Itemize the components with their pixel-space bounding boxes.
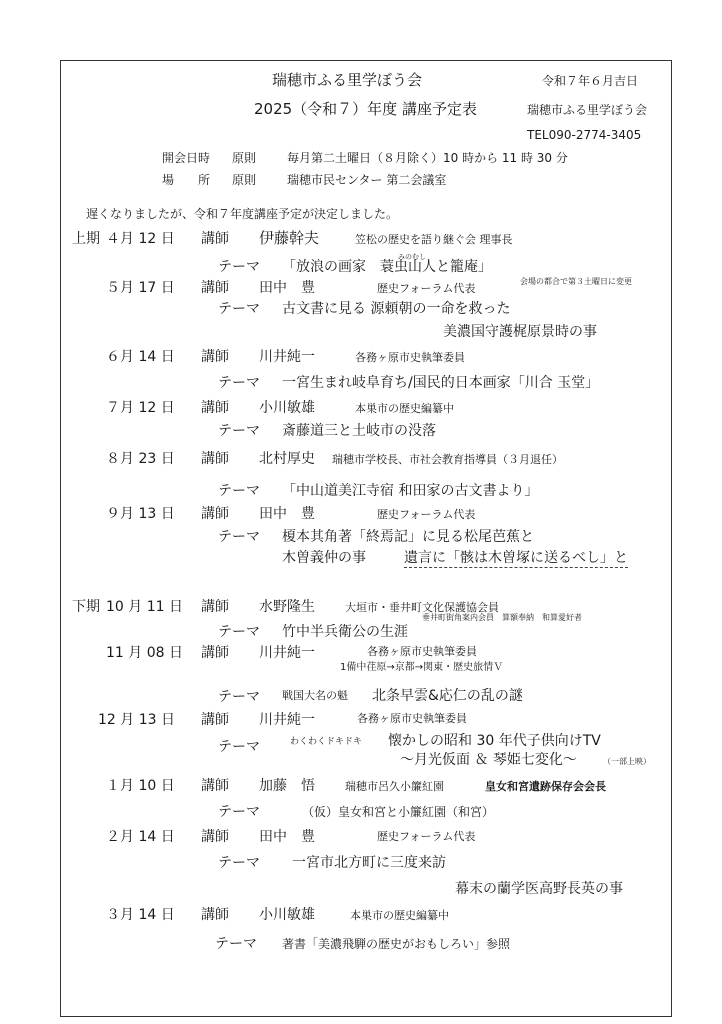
lecturer-label: 講師 bbox=[201, 829, 229, 845]
lecturer-label: 講師 bbox=[201, 451, 229, 467]
theme-label: テーマ bbox=[218, 423, 260, 439]
ruby-text: みのむし bbox=[398, 253, 426, 261]
lecturer-label: 講師 bbox=[201, 907, 229, 923]
lecture-theme: 懐かしの昭和 30 年代子供向けTV bbox=[388, 733, 601, 749]
lecture-theme-quote: 遺言に「骸は木曽塚に送るべし」と bbox=[404, 550, 628, 566]
lecturer-name: 田中 豊 bbox=[259, 829, 315, 845]
lecturer-name: 川井純一 bbox=[259, 712, 315, 728]
lecturer-name: 小川敏雄 bbox=[259, 400, 315, 416]
lecturer-affiliation: 笠松の歴史を語り継ぐ会 理事長 bbox=[355, 233, 513, 246]
lecturer-label: 講師 bbox=[201, 778, 229, 794]
lecture-theme: 榎本其角著「終焉記」に見る松尾芭蕉と bbox=[282, 529, 534, 545]
theme-label: テーマ bbox=[218, 804, 260, 820]
venue-note: 会場の都合で第３土曜日に変更 bbox=[520, 277, 632, 286]
lecture-date: ４月 12 日 bbox=[106, 231, 175, 247]
theme-label: テーマ bbox=[218, 855, 260, 871]
schedule-label: 開会日時 bbox=[162, 151, 211, 165]
lecture-date: 10 月 11 日 bbox=[106, 599, 183, 615]
theme-label: テーマ bbox=[218, 483, 260, 499]
theme-label: テーマ bbox=[218, 259, 260, 275]
lecture-date: ７月 12 日 bbox=[106, 400, 175, 416]
lecturer-affiliation: 瑞穂市呂久小簾紅園 bbox=[345, 780, 444, 793]
lecturer-name: 川井純一 bbox=[259, 349, 315, 365]
lecture-date: 12 月 13 日 bbox=[98, 712, 175, 728]
lecturer-affiliation: 歴史フォーラム代表 bbox=[377, 508, 476, 521]
lecture-date: ３月 14 日 bbox=[106, 907, 175, 923]
lecturer-affiliation: 本巣市の歴史編纂中 bbox=[355, 402, 454, 415]
lecture-date: ６月 14 日 bbox=[106, 349, 175, 365]
lecture-theme: 「中山道美江寺宿 和田家の古文書より」 bbox=[282, 483, 539, 499]
theme-label: テーマ bbox=[218, 689, 260, 705]
lecturer-affiliation: 各務ヶ原市史執筆委員 bbox=[357, 712, 467, 725]
lecturer-label: 講師 bbox=[201, 712, 229, 728]
theme-label: テーマ bbox=[215, 936, 257, 952]
lecturer-affiliation-2: 1備中荏原→京都→関東・歴史旅情Ｖ bbox=[340, 662, 504, 673]
lecturer-name: 伊藤幹夫 bbox=[259, 229, 320, 247]
lecturer-label: 講師 bbox=[201, 349, 229, 365]
lecture-theme: 北条早雲&応仁の乱の謎 bbox=[372, 688, 523, 704]
lecturer-name: 田中 豊 bbox=[259, 506, 315, 522]
lecturer-affiliation: 歴史フォーラム代表 bbox=[377, 282, 476, 295]
org-name: 瑞穂市ふる里学ぼう会 bbox=[527, 103, 648, 117]
lecture-date: ５月 17 日 bbox=[106, 280, 175, 296]
theme-label: テーマ bbox=[218, 739, 260, 755]
issue-date: 令和７年６月吉日 bbox=[542, 74, 639, 88]
lecture-theme: 竹中半兵衛公の生涯 bbox=[282, 624, 408, 640]
lecture-date: １月 10 日 bbox=[106, 778, 175, 794]
lecturer-affiliation: 歴史フォーラム代表 bbox=[377, 830, 476, 843]
lecturer-name: 田中 豊 bbox=[259, 280, 315, 296]
lecturer-affiliation: 瑞穂市学校長、市社会教育指導員（３月退任） bbox=[332, 453, 563, 466]
term-label: 上期 bbox=[72, 231, 100, 247]
lecture-date: ２月 14 日 bbox=[106, 829, 175, 845]
theme-label: テーマ bbox=[218, 529, 260, 545]
lecturer-name: 北村厚史 bbox=[259, 451, 315, 467]
lecturer-label: 講師 bbox=[201, 280, 229, 296]
notice-text: 遅くなりましたが、令和７年度講座予定が決定しました。 bbox=[86, 207, 399, 221]
org-title: 瑞穂市ふる里学ぼう会 bbox=[272, 71, 423, 89]
place-label: 場 所 bbox=[162, 173, 211, 187]
lecture-theme-line2: 木曽義仲の事 bbox=[282, 550, 366, 566]
lecture-theme: （仮）皇女和宮と小簾紅園（和宮） bbox=[302, 805, 495, 819]
theme-note: （一部上映） bbox=[603, 757, 651, 766]
schedule-rule: 原則 bbox=[232, 151, 257, 165]
lecturer-label: 講師 bbox=[201, 231, 229, 247]
lecturer-label: 講師 bbox=[201, 506, 229, 522]
lecture-theme: 一宮市北方町に三度来訪 bbox=[292, 855, 446, 871]
theme-label: テーマ bbox=[218, 301, 260, 317]
lecturer-name: 小川敏雄 bbox=[259, 907, 315, 923]
lecture-theme: 古文書に見る 源頼朝の一命を救った bbox=[282, 301, 511, 317]
lecturer-name: 加藤 悟 bbox=[259, 778, 315, 794]
theme-label: テーマ bbox=[218, 375, 260, 391]
lecture-date: ８月 23 日 bbox=[106, 451, 175, 467]
lecturer-affiliation: 大垣市・垂井町文化保護協会員 bbox=[345, 601, 499, 614]
lecturer-label: 講師 bbox=[201, 400, 229, 416]
schedule-title: 2025（令和７）年度 講座予定表 bbox=[254, 100, 477, 118]
theme-label: テーマ bbox=[218, 624, 260, 640]
lecturer-affiliation: 本巣市の歴史編纂中 bbox=[350, 909, 449, 922]
lecturer-name: 川井純一 bbox=[259, 645, 315, 661]
lecture-theme: 斎藤道三と土岐市の没落 bbox=[282, 423, 436, 439]
lecturer-affiliation-2: 垂井町街角案内会員 算額奉納 和算愛好者 bbox=[422, 613, 582, 622]
lecture-date: 11 月 08 日 bbox=[106, 645, 183, 661]
lecture-theme: 一宮生まれ岐阜育ち/国民的日本画家「川合 玉堂」 bbox=[282, 375, 600, 391]
place-text: 瑞穂市民センター 第二会議室 bbox=[287, 173, 447, 187]
lecturer-affiliation: 各務ヶ原市史執筆委員 bbox=[355, 351, 465, 364]
lecturer-label: 講師 bbox=[201, 599, 229, 615]
lecture-theme: 著書「美濃飛騨の歴史がおもしろい」参照 bbox=[282, 937, 511, 951]
lecture-theme-line2: 美濃国守護梶原景時の事 bbox=[443, 324, 597, 340]
lecture-theme: 「放浪の画家 蓑虫山人と籠庵」 bbox=[282, 259, 492, 275]
lecture-date: ９月 13 日 bbox=[106, 506, 175, 522]
lecturer-name: 水野隆生 bbox=[259, 599, 315, 615]
lecturer-affiliation-2: 皇女和宮遺跡保存会会長 bbox=[485, 780, 606, 793]
theme-prefix: 戦国大名の魁 bbox=[282, 689, 348, 702]
place-rule: 原則 bbox=[232, 173, 257, 187]
telephone: TEL090-2774-3405 bbox=[527, 128, 642, 142]
theme-prefix: わくわくドキドキ bbox=[290, 737, 363, 747]
lecture-theme-line2: ～月光仮面 ＆ 琴姫七変化～ bbox=[400, 752, 577, 768]
schedule-text: 毎月第二土曜日（８月除く）10 時から 11 時 30 分 bbox=[287, 151, 568, 165]
term-label: 下期 bbox=[72, 599, 100, 615]
lecturer-label: 講師 bbox=[201, 645, 229, 661]
lecture-theme-line2: 幕末の蘭学医高野長英の事 bbox=[455, 881, 623, 897]
lecturer-affiliation: 各務ヶ原市史執筆委員 bbox=[367, 645, 477, 658]
